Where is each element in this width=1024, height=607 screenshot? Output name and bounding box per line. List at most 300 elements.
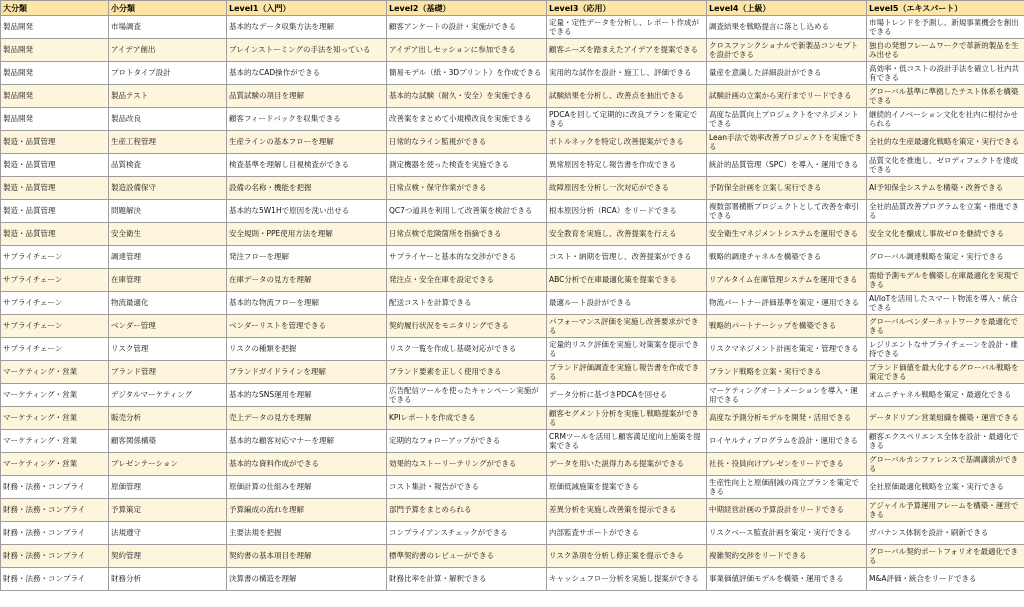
cell-level4[interactable] [707,223,867,246]
cell-level2[interactable] [387,338,547,361]
cell-minor-category[interactable] [109,476,227,499]
cell-text: パフォーマンス評価を実施し改善要求ができる [549,316,699,335]
cell-text: ブランド評価調査を実施し報告書を作成できる [549,362,699,381]
cell-text: 品質検査 [111,160,141,170]
cell-level4[interactable] [707,522,867,545]
cell-text: リスク条項を分析し修正案を提示できる [549,551,684,561]
header-level4[interactable]: Level4（上級） [707,1,867,16]
cell-level4[interactable] [707,476,867,499]
cell-level2[interactable] [387,200,547,223]
cell-text: 予防保全計画を立案し実行できる [709,183,822,193]
cell-text: グローバル契約ポートフォリオを最適化できる [869,546,1018,565]
cell-level3[interactable] [547,131,707,154]
cell-text: 発注フローを理解 [229,252,289,262]
cell-text: ベンダー管理 [111,321,156,331]
cell-level4[interactable] [707,545,867,568]
cell-text: 差異分析を実施し改善策を提示できる [549,505,677,515]
cell-level3[interactable] [547,16,707,39]
cell-level2[interactable] [387,154,547,177]
cell-text: 簡易モデル（紙・3Dプリント）を作成できる [389,68,542,78]
cell-text: リアルタイム在庫管理システムを運用できる [709,275,858,285]
cell-level3[interactable] [547,154,707,177]
cell-text: グローバルカンファレンスで基調講演ができる [869,454,1019,473]
table-row [1,499,1024,522]
cell-level5[interactable] [867,131,1024,154]
cell-level1[interactable] [227,338,387,361]
cell-level1[interactable] [227,223,387,246]
cell-level2[interactable] [387,131,547,154]
cell-level2[interactable] [387,407,547,430]
cell-level4[interactable] [707,430,867,453]
cell-text: AI/IoTを活用したスマート物流を導入・統合できる [869,293,1018,312]
cell-text: CRMツールを活用し顧客満足度向上施策を提案できる [549,431,701,450]
cell-text: 需給予測モデルを構築し在庫最適化を実現できる [869,270,1019,289]
cell-text: 発注点・安全在庫を設定できる [389,275,494,285]
cell-text: サプライチェーン [3,298,63,308]
cell-text: 製造・品質管理 [3,160,56,170]
cell-minor-category[interactable] [109,16,227,39]
cell-major-category[interactable] [1,361,109,384]
cell-text: 故障原因を分析し一次対応ができる [549,183,669,193]
cell-text: 予算策定 [111,505,141,515]
cell-text: 原価計算の仕組みを理解 [229,482,312,492]
cell-text: 基本的なCAD操作ができる [229,68,321,78]
cell-text: 顧客関係構築 [111,436,156,446]
cell-level5[interactable] [867,269,1024,292]
cell-minor-category[interactable] [109,430,227,453]
cell-level4[interactable] [707,384,867,407]
cell-level2[interactable] [387,499,547,522]
cell-level1[interactable] [227,545,387,568]
cell-major-category[interactable] [1,200,109,223]
cell-text: 原価低減施策を提案できる [549,482,639,492]
cell-minor-category[interactable] [109,62,227,85]
table-row [1,108,1024,131]
cell-text: 試験結果を分析し、改善点を抽出できる [549,91,684,101]
table-row [1,522,1024,545]
cell-level1[interactable] [227,154,387,177]
cell-level1[interactable] [227,62,387,85]
cell-major-category[interactable] [1,338,109,361]
cell-level2[interactable] [387,292,547,315]
cell-level3[interactable] [547,407,707,430]
cell-text: 契約履行状況をモニタリングできる [389,321,509,331]
cell-level3[interactable] [547,62,707,85]
cell-text: 市場トレンドを予測し、新規事業機会を創出できる [869,17,1019,36]
cell-minor-category[interactable] [109,545,227,568]
table-row [1,62,1024,85]
cell-major-category[interactable] [1,315,109,338]
cell-level3[interactable] [547,338,707,361]
cell-level5[interactable] [867,108,1024,131]
cell-text: リスク一覧を作成し基礎対応ができる [389,344,517,354]
cell-level5[interactable] [867,39,1024,62]
cell-text: 原価管理 [111,482,141,492]
table-row [1,292,1024,315]
cell-text: 試験計画の立案から実行までリードできる [709,91,852,101]
cell-level3[interactable] [547,430,707,453]
cell-major-category[interactable] [1,39,109,62]
cell-text: マーケティング・営業 [3,413,78,423]
cell-level3[interactable] [547,315,707,338]
cell-text: クロスファンクショナルで新製品コンセプトを設計できる [709,40,859,59]
cell-minor-category[interactable] [109,292,227,315]
cell-text: 財務・法務・コンプライ [3,482,86,492]
cell-level5[interactable] [867,476,1024,499]
cell-minor-category[interactable] [109,499,227,522]
cell-major-category[interactable] [1,108,109,131]
cell-text: 基本的な物流フローを理解 [229,298,319,308]
cell-minor-category[interactable] [109,384,227,407]
cell-text: ガバナンス体制を設計・刷新できる [869,528,989,538]
cell-level4[interactable] [707,453,867,476]
cell-minor-category[interactable] [109,85,227,108]
cell-level2[interactable] [387,522,547,545]
table-row [1,315,1024,338]
table-body [1,16,1024,591]
cell-major-category[interactable] [1,62,109,85]
cell-level2[interactable] [387,384,547,407]
cell-level1[interactable] [227,108,387,131]
cell-text: リスク管理 [111,344,149,354]
cell-text: 製造・品質管理 [3,229,56,239]
cell-level5[interactable] [867,361,1024,384]
cell-level1[interactable] [227,39,387,62]
cell-minor-category[interactable] [109,131,227,154]
cell-text: 生産工程管理 [111,137,156,147]
cell-minor-category[interactable] [109,39,227,62]
cell-text: 販売分析 [111,413,141,423]
cell-level5[interactable] [867,522,1024,545]
cell-level4[interactable] [707,200,867,223]
cell-minor-category[interactable] [109,269,227,292]
cell-level5[interactable] [867,499,1024,522]
cell-major-category[interactable] [1,476,109,499]
cell-text: 製品開発 [3,45,33,55]
cell-level4[interactable] [707,39,867,62]
cell-major-category[interactable] [1,384,109,407]
cell-text: 財務・法務・コンプライ [3,505,86,515]
cell-text: 基本的な5W1Hで原因を洗い出せる [229,206,350,216]
cell-level3[interactable] [547,476,707,499]
cell-text: マーケティング・営業 [3,436,78,446]
cell-level1[interactable] [227,131,387,154]
cell-level1[interactable] [227,177,387,200]
cell-text: 実用的な試作を設計・施工し、評価できる [549,68,692,78]
cell-minor-category[interactable] [109,246,227,269]
cell-level4[interactable] [707,108,867,131]
cell-text: オムニチャネル戦略を策定・最適化できる [869,390,1012,400]
cell-text: 製造・品質管理 [3,206,56,216]
cell-level1[interactable] [227,85,387,108]
cell-text: 効果的なストーリーテリングができる [389,459,517,469]
cell-level4[interactable] [707,269,867,292]
cell-level3[interactable] [547,453,707,476]
cell-level4[interactable] [707,16,867,39]
cell-level1[interactable] [227,522,387,545]
cell-level5[interactable] [867,246,1024,269]
cell-major-category[interactable] [1,522,109,545]
cell-text: 高度な予測分析モデルを開発・活用できる [709,413,852,423]
cell-level2[interactable] [387,177,547,200]
cell-text: ロイヤルティプログラムを設計・運用できる [709,436,859,446]
header-minor-category[interactable]: 小分類 [109,1,227,16]
cell-level2[interactable] [387,545,547,568]
cell-text: 財務分析 [111,574,141,584]
cell-level3[interactable] [547,384,707,407]
cell-minor-category[interactable] [109,361,227,384]
cell-text: 高効率・低コストの設計手法を確立し社内共有できる [869,63,1019,82]
cell-major-category[interactable] [1,568,109,591]
cell-level4[interactable] [707,499,867,522]
cell-level2[interactable] [387,223,547,246]
cell-level2[interactable] [387,39,547,62]
cell-text: 基本的なデータ収集方法を理解 [229,22,334,32]
cell-level4[interactable] [707,154,867,177]
cell-level1[interactable] [227,476,387,499]
cell-text: 法規遵守 [111,528,141,538]
cell-level4[interactable] [707,292,867,315]
cell-minor-category[interactable] [109,453,227,476]
cell-level2[interactable] [387,62,547,85]
cell-text: 物流パートナー評価基準を策定・運用できる [709,298,859,308]
cell-major-category[interactable] [1,85,109,108]
cell-level3[interactable] [547,499,707,522]
cell-level2[interactable] [387,315,547,338]
header-level3[interactable]: Level3（応用） [547,1,707,16]
cell-major-category[interactable] [1,16,109,39]
cell-level5[interactable] [867,85,1024,108]
table-row [1,430,1024,453]
cell-text: ボトルネックを特定し改善提案ができる [549,137,684,147]
cell-level1[interactable] [227,315,387,338]
cell-level3[interactable] [547,361,707,384]
cell-level4[interactable] [707,407,867,430]
cell-level3[interactable] [547,522,707,545]
cell-text: 全社的な生産最適化戦略を策定・実行できる [869,137,1019,147]
cell-level2[interactable] [387,108,547,131]
cell-level1[interactable] [227,246,387,269]
cell-level5[interactable] [867,177,1024,200]
cell-level1[interactable] [227,430,387,453]
cell-text: QC7つ道具を利用して改善策を検討できる [389,206,533,216]
cell-level3[interactable] [547,223,707,246]
header-major-category[interactable]: 大分類 [1,1,109,16]
cell-text: 顧客セグメント分析を実施し戦略提案ができる [549,408,699,427]
cell-text: 中期経営計画の予算設計をリードできる [709,505,844,515]
table-row [1,269,1024,292]
cell-level2[interactable] [387,16,547,39]
cell-level2[interactable] [387,430,547,453]
cell-level3[interactable] [547,246,707,269]
cell-text: コスト・納期を管理し、改善提案ができる [549,252,692,262]
cell-level3[interactable] [547,177,707,200]
cell-text: 内部監査サポートができる [549,528,639,538]
cell-text: 生産ラインの基本フローを理解 [229,137,334,147]
cell-text: キャッシュフロー分析を実施し提案ができる [549,574,699,584]
cell-level1[interactable] [227,407,387,430]
header-level2[interactable]: Level2（基礎） [387,1,547,16]
cell-level5[interactable] [867,453,1024,476]
cell-level1[interactable] [227,568,387,591]
cell-text: 生産性向上と原価削減の両立プランを策定できる [709,477,859,496]
cell-major-category[interactable] [1,154,109,177]
cell-level2[interactable] [387,246,547,269]
cell-text: 基本的な試験（耐久・安全）を実施できる [389,91,532,101]
cell-text: 主要法規を把握 [229,528,282,538]
cell-text: 財務・法務・コンプライ [3,574,86,584]
cell-level3[interactable] [547,568,707,591]
cell-major-category[interactable] [1,292,109,315]
cell-level1[interactable] [227,499,387,522]
cell-text: 財務比率を計算・解釈できる [389,574,487,584]
cell-text: サプライヤーと基本的な交渉ができる [389,252,517,262]
cell-major-category[interactable] [1,246,109,269]
cell-text: 根本原因分析（RCA）をリードできる [549,206,677,216]
cell-level3[interactable] [547,85,707,108]
cell-text: 契約書の基本項目を理解 [229,551,312,561]
cell-level5[interactable] [867,407,1024,430]
cell-level5[interactable] [867,338,1024,361]
cell-text: 戦略的調達チャネルを構築できる [709,252,822,262]
cell-text: 複数部署横断プロジェクトとして改善を牽引できる [709,201,859,220]
cell-level4[interactable] [707,131,867,154]
cell-minor-category[interactable] [109,315,227,338]
cell-level3[interactable] [547,108,707,131]
cell-major-category[interactable] [1,453,109,476]
cell-level5[interactable] [867,16,1024,39]
cell-minor-category[interactable] [109,223,227,246]
table-row [1,177,1024,200]
cell-text: 調査結果を戦略提言に落とし込める [709,22,829,32]
cell-text: 製品開発 [3,114,33,124]
cell-level3[interactable] [547,200,707,223]
cell-text: ベンダーリストを管理できる [229,321,327,331]
cell-minor-category[interactable] [109,200,227,223]
cell-level3[interactable] [547,545,707,568]
table-row [1,568,1024,591]
cell-text: 改善案をまとめて小規模改良を実施できる [389,114,532,124]
cell-level3[interactable] [547,292,707,315]
cell-level5[interactable] [867,315,1024,338]
cell-major-category[interactable] [1,177,109,200]
cell-level1[interactable] [227,16,387,39]
cell-level4[interactable] [707,62,867,85]
cell-text: 製品改良 [111,114,141,124]
table-row [1,223,1024,246]
cell-text: 品質試験の項目を理解 [229,91,304,101]
cell-level5[interactable] [867,154,1024,177]
cell-level2[interactable] [387,269,547,292]
cell-level3[interactable] [547,269,707,292]
table-row [1,384,1024,407]
cell-level1[interactable] [227,200,387,223]
cell-level4[interactable] [707,361,867,384]
cell-text: 日常点検・保守作業ができる [389,183,487,193]
cell-text: 日常的なライン監視ができる [389,137,487,147]
cell-text: レジリエントなサプライチェーンを設計・維持できる [869,339,1019,358]
cell-level4[interactable] [707,246,867,269]
cell-level2[interactable] [387,476,547,499]
cell-level5[interactable] [867,430,1024,453]
cell-level4[interactable] [707,338,867,361]
cell-level5[interactable] [867,545,1024,568]
cell-text: 定量・定性データを分析し、レポート作成ができる [549,17,699,36]
cell-text: グローバル調達戦略を策定・実行できる [869,252,1004,262]
cell-level4[interactable] [707,177,867,200]
cell-major-category[interactable] [1,223,109,246]
cell-level2[interactable] [387,361,547,384]
cell-minor-category[interactable] [109,407,227,430]
header-level1[interactable]: Level1（入門） [227,1,387,16]
cell-text: 決算書の構造を理解 [229,574,297,584]
cell-text: 標準契約書のレビューができる [389,551,494,561]
cell-major-category[interactable] [1,545,109,568]
cell-text: 高度な品質向上プロジェクトをマネジメントできる [709,109,859,128]
cell-text: ABC分析で在庫最適化策を提案できる [549,275,677,285]
cell-text: サプライチェーン [3,275,63,285]
cell-level4[interactable] [707,315,867,338]
cell-level2[interactable] [387,453,547,476]
cell-major-category[interactable] [1,407,109,430]
header-level5[interactable]: Level5（エキスパート） [867,1,1024,16]
cell-text: マーケティングオートメーションを導入・運用できる [709,385,858,404]
cell-minor-category[interactable] [109,338,227,361]
cell-level2[interactable] [387,568,547,591]
table-row [1,200,1024,223]
cell-level5[interactable] [867,568,1024,591]
cell-text: 顧客エクスペリエンス全体を設計・最適化できる [869,431,1019,450]
cell-minor-category[interactable] [109,522,227,545]
cell-text: リスクベース監査計画を策定・実行できる [709,528,851,538]
cell-text: 測定機器を使った検査を実施できる [389,160,509,170]
cell-level5[interactable] [867,292,1024,315]
cell-text: 製造設備保守 [111,183,156,193]
cell-text: 製造・品質管理 [3,137,56,147]
cell-level5[interactable] [867,384,1024,407]
cell-text: データ分析に基づきPDCAを回せる [549,390,668,400]
cell-level5[interactable] [867,223,1024,246]
cell-text: AI予知保全システムを構築・改善できる [869,183,1004,193]
cell-text: グローバルベンダーネットワークを最適化できる [869,316,1018,335]
cell-level1[interactable] [227,292,387,315]
cell-text: 部門予算をまとめられる [389,505,472,515]
table-row [1,16,1024,39]
cell-level2[interactable] [387,85,547,108]
cell-text: 全社原価最適化戦略を立案・実行できる [869,482,1004,492]
cell-level1[interactable] [227,269,387,292]
cell-minor-category[interactable] [109,154,227,177]
cell-major-category[interactable] [1,269,109,292]
cell-level1[interactable] [227,384,387,407]
cell-level4[interactable] [707,568,867,591]
cell-level3[interactable] [547,39,707,62]
cell-major-category[interactable] [1,131,109,154]
cell-level4[interactable] [707,85,867,108]
cell-text: ブランド管理 [111,367,156,377]
cell-text: 配送コストを計算できる [389,298,472,308]
cell-minor-category[interactable] [109,108,227,131]
cell-level1[interactable] [227,453,387,476]
cell-minor-category[interactable] [109,568,227,591]
cell-minor-category[interactable] [109,177,227,200]
cell-major-category[interactable] [1,499,109,522]
cell-level1[interactable] [227,361,387,384]
cell-level5[interactable] [867,62,1024,85]
cell-major-category[interactable] [1,430,109,453]
cell-level5[interactable] [867,200,1024,223]
cell-text: Lean手法で効率改善プロジェクトを実施できる [709,132,862,151]
